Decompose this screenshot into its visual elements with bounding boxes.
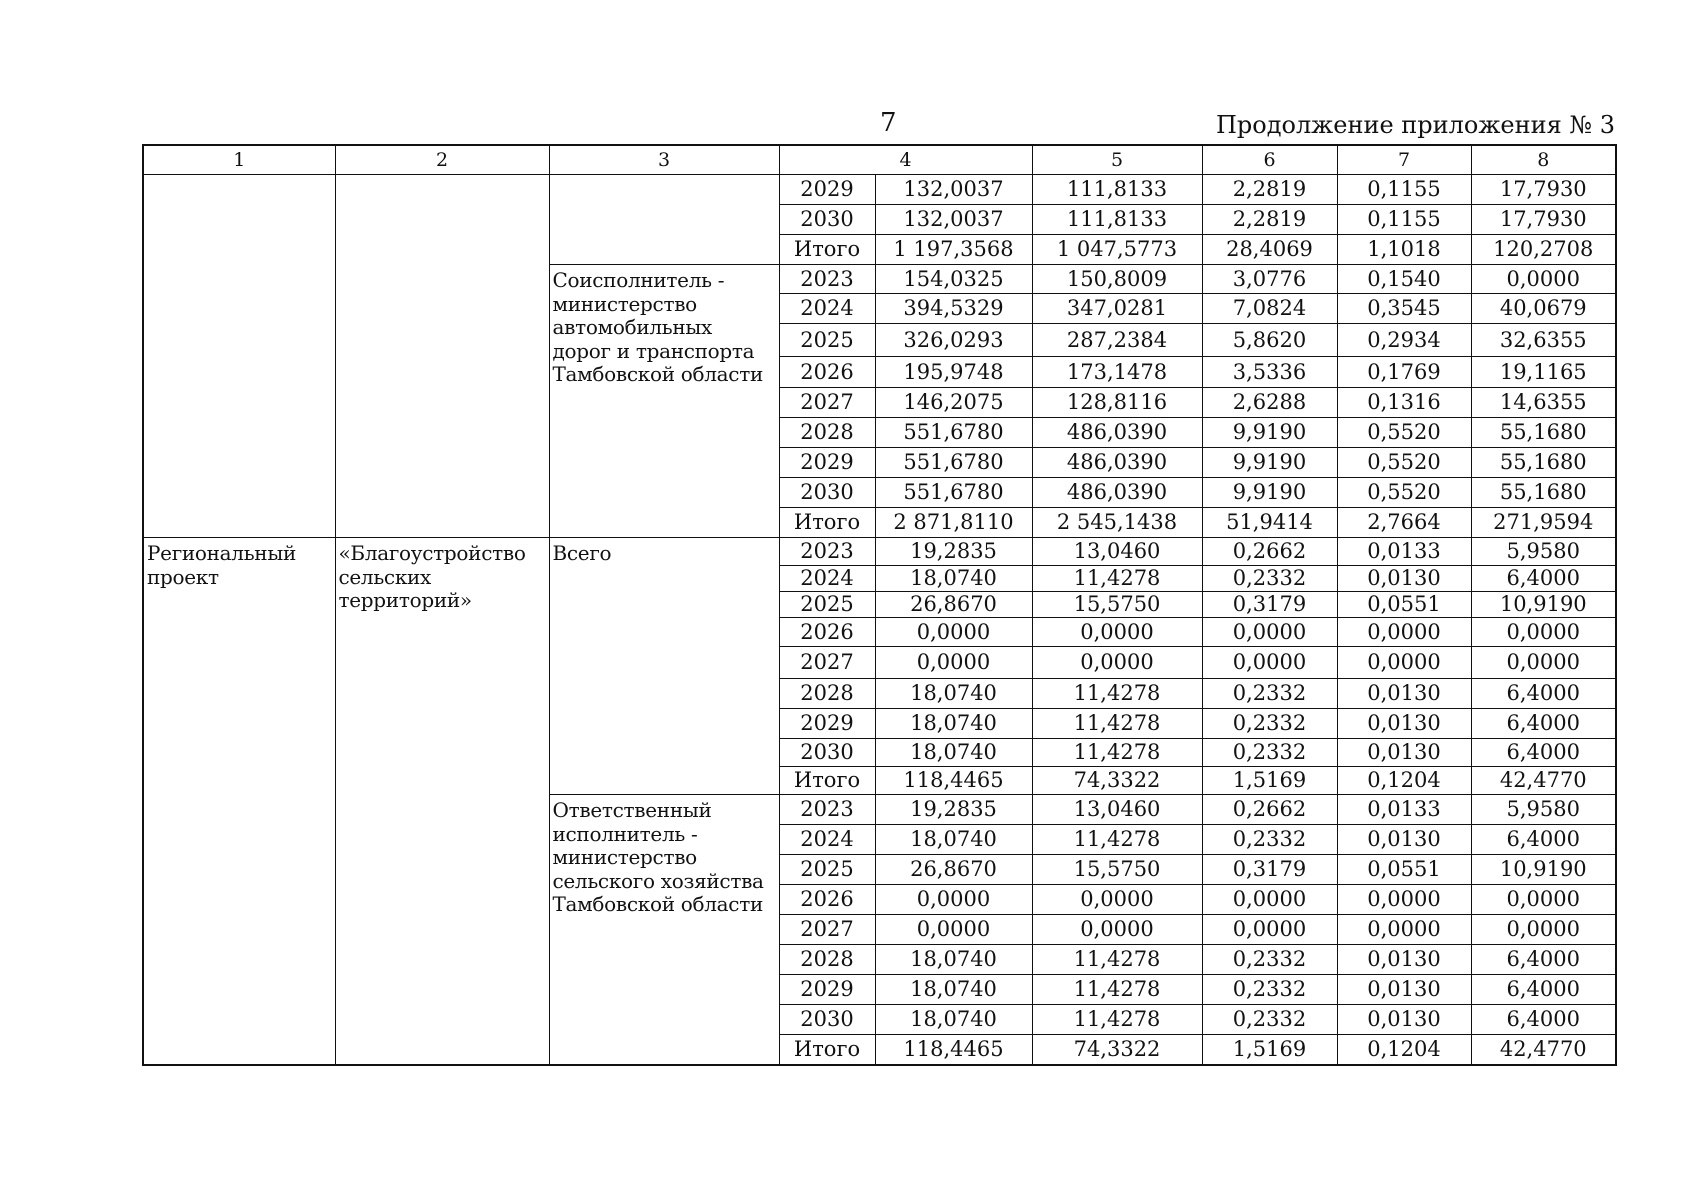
value-cell-c5: 2 545,1438 (1032, 508, 1202, 538)
year-cell: 2023 (779, 795, 875, 825)
value-cell-c4: 146,2075 (875, 388, 1032, 418)
value-cell-c7: 0,0000 (1337, 915, 1471, 945)
value-cell-c7: 0,0130 (1337, 825, 1471, 855)
value-cell-c4: 18,0740 (875, 825, 1032, 855)
year-cell: Итого (779, 767, 875, 795)
value-cell-c6: 2,6288 (1202, 388, 1337, 418)
value-cell-c7: 1,1018 (1337, 235, 1471, 265)
column-number: 1 (143, 145, 335, 175)
value-cell-c7: 0,0130 (1337, 975, 1471, 1005)
year-cell: 2029 (779, 709, 875, 739)
value-cell-c4: 19,2835 (875, 795, 1032, 825)
empty-cell (549, 175, 779, 265)
value-cell-c5: 486,0390 (1032, 478, 1202, 508)
budget-table (142, 144, 1617, 1066)
value-cell-c8: 6,4000 (1471, 709, 1616, 739)
year-cell: 2024 (779, 294, 875, 324)
value-cell-c5: 1 047,5773 (1032, 235, 1202, 265)
value-cell-c6: 1,5169 (1202, 767, 1337, 795)
year-cell: 2028 (779, 679, 875, 709)
value-cell-c6: 7,0824 (1202, 294, 1337, 324)
value-cell-c6: 1,5169 (1202, 1035, 1337, 1065)
value-cell-c7: 0,5520 (1337, 418, 1471, 448)
value-cell-c8: 6,4000 (1471, 1005, 1616, 1035)
value-cell-c4: 154,0325 (875, 265, 1032, 294)
column-number: 5 (1032, 145, 1202, 175)
year-cell: 2025 (779, 324, 875, 357)
value-cell-c8: 40,0679 (1471, 294, 1616, 324)
value-cell-c8: 42,4770 (1471, 767, 1616, 795)
value-cell-c8: 0,0000 (1471, 618, 1616, 647)
value-cell-c7: 0,1204 (1337, 767, 1471, 795)
value-cell-c6: 0,0000 (1202, 915, 1337, 945)
value-cell-c6: 0,2332 (1202, 566, 1337, 592)
value-cell-c4: 1 197,3568 (875, 235, 1032, 265)
value-cell-c7: 0,5520 (1337, 448, 1471, 478)
value-cell-c5: 11,4278 (1032, 825, 1202, 855)
value-cell-c6: 0,2332 (1202, 709, 1337, 739)
value-cell-c8: 5,9580 (1471, 795, 1616, 825)
value-cell-c7: 0,0000 (1337, 885, 1471, 915)
value-cell-c8: 6,4000 (1471, 739, 1616, 767)
table-row (143, 175, 1616, 205)
column-number: 8 (1471, 145, 1616, 175)
value-cell-c4: 132,0037 (875, 205, 1032, 235)
value-cell-c7: 0,0130 (1337, 566, 1471, 592)
column-number: 3 (549, 145, 779, 175)
value-cell-c4: 26,8670 (875, 592, 1032, 618)
value-cell-c4: 18,0740 (875, 709, 1032, 739)
value-cell-c8: 271,9594 (1471, 508, 1616, 538)
value-cell-c5: 74,3322 (1032, 1035, 1202, 1065)
value-cell-c6: 0,2332 (1202, 739, 1337, 767)
value-cell-c7: 0,1769 (1337, 357, 1471, 388)
value-cell-c8: 6,4000 (1471, 825, 1616, 855)
year-cell: 2027 (779, 388, 875, 418)
value-cell-c6: 0,2332 (1202, 679, 1337, 709)
value-cell-c4: 18,0740 (875, 739, 1032, 767)
value-cell-c7: 0,0133 (1337, 795, 1471, 825)
value-cell-c8: 42,4770 (1471, 1035, 1616, 1065)
budget-table-wrapper (142, 144, 1617, 1066)
value-cell-c7: 0,0130 (1337, 945, 1471, 975)
column-number: 6 (1202, 145, 1337, 175)
value-cell-c5: 11,4278 (1032, 945, 1202, 975)
value-cell-c4: 326,0293 (875, 324, 1032, 357)
table-row (143, 538, 1616, 566)
value-cell-c5: 0,0000 (1032, 885, 1202, 915)
value-cell-c6: 0,0000 (1202, 647, 1337, 679)
year-cell: 2024 (779, 566, 875, 592)
value-cell-c8: 6,4000 (1471, 945, 1616, 975)
value-cell-c4: 0,0000 (875, 618, 1032, 647)
year-cell: 2025 (779, 592, 875, 618)
value-cell-c6: 0,3179 (1202, 592, 1337, 618)
value-cell-c8: 10,9190 (1471, 855, 1616, 885)
year-cell: 2027 (779, 647, 875, 679)
value-cell-c7: 0,3545 (1337, 294, 1471, 324)
value-cell-c4: 0,0000 (875, 915, 1032, 945)
value-cell-c5: 486,0390 (1032, 418, 1202, 448)
value-cell-c6: 0,0000 (1202, 618, 1337, 647)
value-cell-c5: 11,4278 (1032, 739, 1202, 767)
year-cell: 2028 (779, 418, 875, 448)
value-cell-c7: 0,1204 (1337, 1035, 1471, 1065)
executor-label: Всего (549, 538, 779, 795)
value-cell-c7: 0,0551 (1337, 592, 1471, 618)
value-cell-c7: 0,0551 (1337, 855, 1471, 885)
continuation-title: Продолжение приложения № 3 (1215, 111, 1615, 139)
value-cell-c4: 394,5329 (875, 294, 1032, 324)
value-cell-c7: 0,0000 (1337, 647, 1471, 679)
value-cell-c6: 2,2819 (1202, 175, 1337, 205)
value-cell-c7: 0,0130 (1337, 1005, 1471, 1035)
value-cell-c4: 551,6780 (875, 448, 1032, 478)
value-cell-c8: 55,1680 (1471, 448, 1616, 478)
value-cell-c4: 118,4465 (875, 1035, 1032, 1065)
value-cell-c5: 0,0000 (1032, 915, 1202, 945)
value-cell-c8: 55,1680 (1471, 478, 1616, 508)
value-cell-c8: 6,4000 (1471, 566, 1616, 592)
value-cell-c4: 0,0000 (875, 647, 1032, 679)
value-cell-c5: 111,8133 (1032, 205, 1202, 235)
year-cell: 2024 (779, 825, 875, 855)
project-name: «Благоустройство сельских территорий» (335, 538, 549, 1065)
year-cell: 2023 (779, 265, 875, 294)
value-cell-c8: 19,1165 (1471, 357, 1616, 388)
value-cell-c4: 18,0740 (875, 945, 1032, 975)
value-cell-c6: 51,9414 (1202, 508, 1337, 538)
value-cell-c6: 3,0776 (1202, 265, 1337, 294)
value-cell-c6: 0,0000 (1202, 885, 1337, 915)
value-cell-c7: 0,5520 (1337, 478, 1471, 508)
value-cell-c5: 15,5750 (1032, 592, 1202, 618)
value-cell-c4: 195,9748 (875, 357, 1032, 388)
value-cell-c6: 9,9190 (1202, 448, 1337, 478)
value-cell-c5: 347,0281 (1032, 294, 1202, 324)
value-cell-c6: 0,2662 (1202, 538, 1337, 566)
value-cell-c5: 74,3322 (1032, 767, 1202, 795)
value-cell-c6: 2,2819 (1202, 205, 1337, 235)
project-type: Региональный проект (143, 538, 335, 1065)
value-cell-c5: 0,0000 (1032, 618, 1202, 647)
value-cell-c5: 11,4278 (1032, 975, 1202, 1005)
column-number-row (143, 145, 1616, 175)
value-cell-c7: 0,1316 (1337, 388, 1471, 418)
value-cell-c6: 5,8620 (1202, 324, 1337, 357)
value-cell-c5: 13,0460 (1032, 538, 1202, 566)
value-cell-c8: 10,9190 (1471, 592, 1616, 618)
value-cell-c8: 6,4000 (1471, 975, 1616, 1005)
value-cell-c8: 120,2708 (1471, 235, 1616, 265)
column-number: 7 (1337, 145, 1471, 175)
year-cell: 2029 (779, 975, 875, 1005)
column-number: 2 (335, 145, 549, 175)
value-cell-c5: 15,5750 (1032, 855, 1202, 885)
value-cell-c5: 287,2384 (1032, 324, 1202, 357)
value-cell-c5: 128,8116 (1032, 388, 1202, 418)
value-cell-c7: 0,0130 (1337, 679, 1471, 709)
column-number: 4 (779, 145, 1032, 175)
value-cell-c8: 14,6355 (1471, 388, 1616, 418)
value-cell-c6: 9,9190 (1202, 478, 1337, 508)
year-cell: 2023 (779, 538, 875, 566)
year-cell: 2026 (779, 885, 875, 915)
value-cell-c4: 19,2835 (875, 538, 1032, 566)
value-cell-c4: 18,0740 (875, 679, 1032, 709)
value-cell-c6: 9,9190 (1202, 418, 1337, 448)
value-cell-c5: 11,4278 (1032, 709, 1202, 739)
table-body (143, 145, 1616, 1065)
value-cell-c7: 2,7664 (1337, 508, 1471, 538)
value-cell-c8: 6,4000 (1471, 679, 1616, 709)
empty-cell (335, 175, 549, 538)
value-cell-c5: 13,0460 (1032, 795, 1202, 825)
value-cell-c4: 551,6780 (875, 418, 1032, 448)
year-cell: Итого (779, 1035, 875, 1065)
value-cell-c6: 0,2332 (1202, 1005, 1337, 1035)
value-cell-c8: 17,7930 (1471, 175, 1616, 205)
year-cell: 2025 (779, 855, 875, 885)
value-cell-c6: 0,2662 (1202, 795, 1337, 825)
value-cell-c8: 32,6355 (1471, 324, 1616, 357)
year-cell: 2026 (779, 618, 875, 647)
value-cell-c5: 11,4278 (1032, 1005, 1202, 1035)
year-cell: 2030 (779, 205, 875, 235)
year-cell: 2029 (779, 448, 875, 478)
value-cell-c5: 150,8009 (1032, 265, 1202, 294)
value-cell-c4: 0,0000 (875, 885, 1032, 915)
page-number: 7 (880, 108, 898, 138)
value-cell-c4: 551,6780 (875, 478, 1032, 508)
value-cell-c5: 11,4278 (1032, 566, 1202, 592)
value-cell-c7: 0,0130 (1337, 709, 1471, 739)
value-cell-c6: 0,2332 (1202, 945, 1337, 975)
value-cell-c4: 2 871,8110 (875, 508, 1032, 538)
value-cell-c4: 18,0740 (875, 975, 1032, 1005)
year-cell: 2026 (779, 357, 875, 388)
year-cell: 2029 (779, 175, 875, 205)
value-cell-c7: 0,0000 (1337, 618, 1471, 647)
value-cell-c8: 0,0000 (1471, 915, 1616, 945)
empty-cell (143, 175, 335, 538)
value-cell-c4: 26,8670 (875, 855, 1032, 885)
executor-label: Соисполнитель - министерство автомобильных дорог и транспорта Тамбовской области (549, 265, 779, 538)
value-cell-c5: 173,1478 (1032, 357, 1202, 388)
value-cell-c7: 0,1155 (1337, 205, 1471, 235)
year-cell: 2027 (779, 915, 875, 945)
value-cell-c5: 486,0390 (1032, 448, 1202, 478)
value-cell-c8: 0,0000 (1471, 885, 1616, 915)
value-cell-c4: 18,0740 (875, 1005, 1032, 1035)
value-cell-c8: 55,1680 (1471, 418, 1616, 448)
year-cell: 2030 (779, 1005, 875, 1035)
value-cell-c8: 17,7930 (1471, 205, 1616, 235)
value-cell-c6: 28,4069 (1202, 235, 1337, 265)
year-cell: Итого (779, 235, 875, 265)
value-cell-c5: 111,8133 (1032, 175, 1202, 205)
value-cell-c7: 0,1540 (1337, 265, 1471, 294)
value-cell-c4: 132,0037 (875, 175, 1032, 205)
value-cell-c7: 0,1155 (1337, 175, 1471, 205)
value-cell-c6: 0,2332 (1202, 975, 1337, 1005)
year-cell: 2030 (779, 478, 875, 508)
value-cell-c8: 0,0000 (1471, 647, 1616, 679)
value-cell-c8: 5,9580 (1471, 538, 1616, 566)
value-cell-c7: 0,2934 (1337, 324, 1471, 357)
value-cell-c5: 0,0000 (1032, 647, 1202, 679)
year-cell: 2030 (779, 739, 875, 767)
value-cell-c7: 0,0130 (1337, 739, 1471, 767)
value-cell-c5: 11,4278 (1032, 679, 1202, 709)
executor-label: Ответственный исполнитель - министерство сельского хозяйства Тамбовской области (549, 795, 779, 1065)
value-cell-c4: 18,0740 (875, 566, 1032, 592)
year-cell: Итого (779, 508, 875, 538)
value-cell-c6: 3,5336 (1202, 357, 1337, 388)
value-cell-c6: 0,2332 (1202, 825, 1337, 855)
value-cell-c6: 0,3179 (1202, 855, 1337, 885)
value-cell-c4: 118,4465 (875, 767, 1032, 795)
year-cell: 2028 (779, 945, 875, 975)
value-cell-c8: 0,0000 (1471, 265, 1616, 294)
value-cell-c7: 0,0133 (1337, 538, 1471, 566)
